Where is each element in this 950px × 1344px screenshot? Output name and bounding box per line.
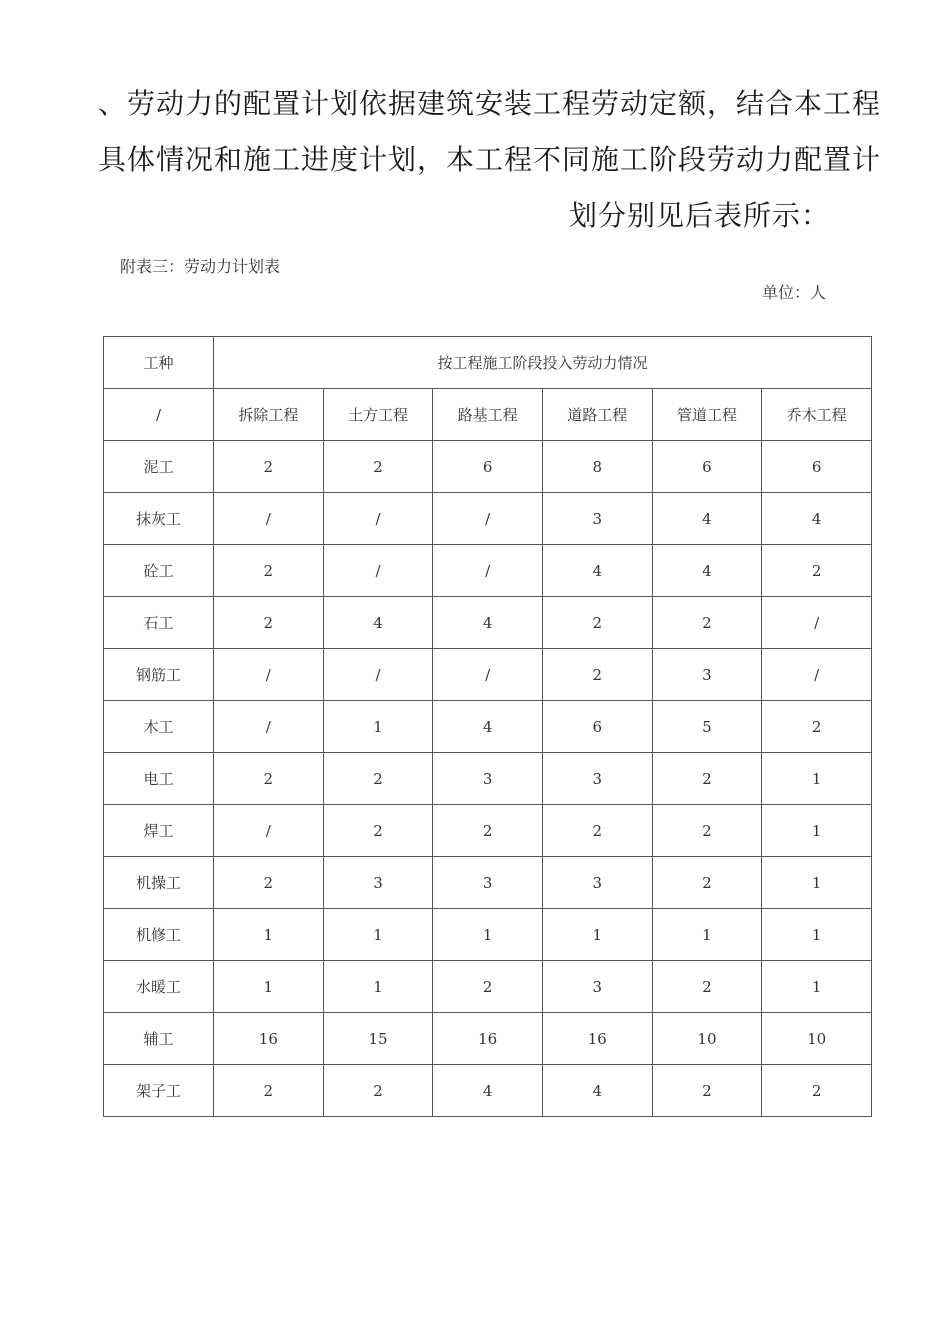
labor-count-cell: 2 [762, 545, 872, 597]
labor-count-cell: 2 [214, 1065, 324, 1117]
labor-count-cell: 3 [542, 753, 652, 805]
labor-count-cell: 4 [433, 1065, 543, 1117]
table-row [104, 805, 872, 857]
labor-count-cell: 1 [323, 909, 433, 961]
labor-count-cell: 2 [433, 805, 543, 857]
labor-count-cell: 2 [762, 701, 872, 753]
trade-name-cell: 木工 [104, 701, 214, 753]
labor-count-cell: 3 [323, 857, 433, 909]
labor-count-cell: 6 [542, 701, 652, 753]
labor-count-cell: 2 [214, 545, 324, 597]
labor-count-cell: 4 [542, 545, 652, 597]
labor-count-cell: 16 [214, 1013, 324, 1065]
labor-count-cell: 2 [214, 597, 324, 649]
labor-count-cell: 4 [762, 493, 872, 545]
trade-name-cell: 石工 [104, 597, 214, 649]
table-row [104, 857, 872, 909]
table-row [104, 909, 872, 961]
labor-count-cell: 2 [542, 649, 652, 701]
labor-count-cell: 1 [433, 909, 543, 961]
labor-count-cell: 2 [542, 805, 652, 857]
intro-line-1: 、劳动力的配置计划依据建筑安装工程劳动定额，结合本工程 [98, 87, 882, 120]
labor-count-cell: 16 [433, 1013, 543, 1065]
labor-count-cell: 10 [652, 1013, 762, 1065]
labor-count-cell: 2 [652, 753, 762, 805]
table-row [104, 961, 872, 1013]
labor-count-cell: 1 [762, 753, 872, 805]
labor-count-cell: 1 [762, 805, 872, 857]
stage-group-header: 按工程施工阶段投入劳动力情况 [214, 337, 872, 389]
table-caption: 附表三：劳动力计划表 [120, 257, 281, 276]
table-row [104, 649, 872, 701]
labor-count-cell: 1 [762, 857, 872, 909]
unit-label: 单位：人 [761, 283, 826, 302]
stage-header: 拆除工程 [214, 389, 324, 441]
labor-count-cell: 16 [542, 1013, 652, 1065]
labor-count-cell: 2 [214, 753, 324, 805]
trade-name-cell: 抹灰工 [104, 493, 214, 545]
labor-count-cell: / [323, 649, 433, 701]
labor-count-cell: 4 [652, 493, 762, 545]
labor-count-cell: 1 [652, 909, 762, 961]
labor-count-cell: 3 [433, 857, 543, 909]
labor-count-cell: 8 [542, 441, 652, 493]
labor-count-cell: / [323, 545, 433, 597]
labor-count-cell: 2 [762, 1065, 872, 1117]
trade-name-cell: 水暖工 [104, 961, 214, 1013]
table-row [104, 441, 872, 493]
labor-count-cell: / [762, 649, 872, 701]
labor-count-cell: 10 [762, 1013, 872, 1065]
stage-header: 管道工程 [652, 389, 762, 441]
labor-count-cell: 6 [762, 441, 872, 493]
table-row [104, 701, 872, 753]
labor-count-cell: 3 [652, 649, 762, 701]
labor-count-cell: 1 [214, 909, 324, 961]
labor-count-cell: / [214, 701, 324, 753]
labor-count-cell: / [433, 649, 543, 701]
table-row [104, 1013, 872, 1065]
labor-count-cell: 1 [323, 961, 433, 1013]
trade-name-cell: 砼工 [104, 545, 214, 597]
labor-count-cell: 1 [762, 961, 872, 1013]
labor-count-cell: 2 [323, 753, 433, 805]
labor-count-cell: 2 [652, 961, 762, 1013]
labor-count-cell: / [762, 597, 872, 649]
table-row [104, 597, 872, 649]
trade-name-cell: 架子工 [104, 1065, 214, 1117]
labor-count-cell: / [214, 493, 324, 545]
stage-header: 路基工程 [433, 389, 543, 441]
labor-count-cell: 2 [652, 805, 762, 857]
trade-name-cell: 泥工 [104, 441, 214, 493]
trade-name-cell: 辅工 [104, 1013, 214, 1065]
trade-name-cell: 机操工 [104, 857, 214, 909]
intro-line-2: 具体情况和施工进度计划，本工程不同施工阶段劳动力配置计 [98, 143, 882, 176]
labor-count-cell: 3 [542, 961, 652, 1013]
labor-count-cell: 4 [433, 597, 543, 649]
labor-count-cell: 1 [542, 909, 652, 961]
labor-count-cell: 2 [542, 597, 652, 649]
table-row [104, 545, 872, 597]
labor-count-cell: 2 [214, 441, 324, 493]
table-row [104, 753, 872, 805]
table-row [104, 493, 872, 545]
labor-count-cell: / [433, 493, 543, 545]
trade-name-cell: 电工 [104, 753, 214, 805]
labor-count-cell: 5 [652, 701, 762, 753]
labor-count-cell: / [214, 805, 324, 857]
labor-count-cell: 2 [323, 805, 433, 857]
trade-name-cell: 钢筋工 [104, 649, 214, 701]
intro-line-3: 划分别见后表所示： [568, 199, 830, 232]
labor-count-cell: / [433, 545, 543, 597]
labor-count-cell: 4 [542, 1065, 652, 1117]
labor-count-cell: 2 [652, 597, 762, 649]
labor-count-cell: 2 [323, 441, 433, 493]
labor-count-cell: 4 [652, 545, 762, 597]
labor-count-cell: 1 [762, 909, 872, 961]
table-header-row [104, 337, 872, 389]
labor-count-cell: 1 [323, 701, 433, 753]
labor-count-cell: 4 [433, 701, 543, 753]
table-row [104, 1065, 872, 1117]
labor-count-cell: 3 [542, 857, 652, 909]
sub-corner-cell: / [104, 389, 214, 441]
trade-name-cell: 焊工 [104, 805, 214, 857]
trade-column-header: 工种 [104, 337, 214, 389]
stage-header: 道路工程 [542, 389, 652, 441]
stage-header: 土方工程 [323, 389, 433, 441]
labor-count-cell: 6 [652, 441, 762, 493]
labor-count-cell: 2 [652, 1065, 762, 1117]
stage-header-row [104, 389, 872, 441]
labor-count-cell: 2 [214, 857, 324, 909]
stage-header: 乔木工程 [762, 389, 872, 441]
labor-plan-table [103, 336, 872, 1117]
labor-count-cell: / [323, 493, 433, 545]
labor-count-cell: 2 [433, 961, 543, 1013]
labor-count-cell: 1 [214, 961, 324, 1013]
labor-count-cell: 4 [323, 597, 433, 649]
labor-count-cell: 6 [433, 441, 543, 493]
labor-count-cell: 15 [323, 1013, 433, 1065]
labor-count-cell: / [214, 649, 324, 701]
labor-count-cell: 2 [652, 857, 762, 909]
labor-count-cell: 3 [433, 753, 543, 805]
labor-count-cell: 3 [542, 493, 652, 545]
trade-name-cell: 机修工 [104, 909, 214, 961]
labor-count-cell: 2 [323, 1065, 433, 1117]
